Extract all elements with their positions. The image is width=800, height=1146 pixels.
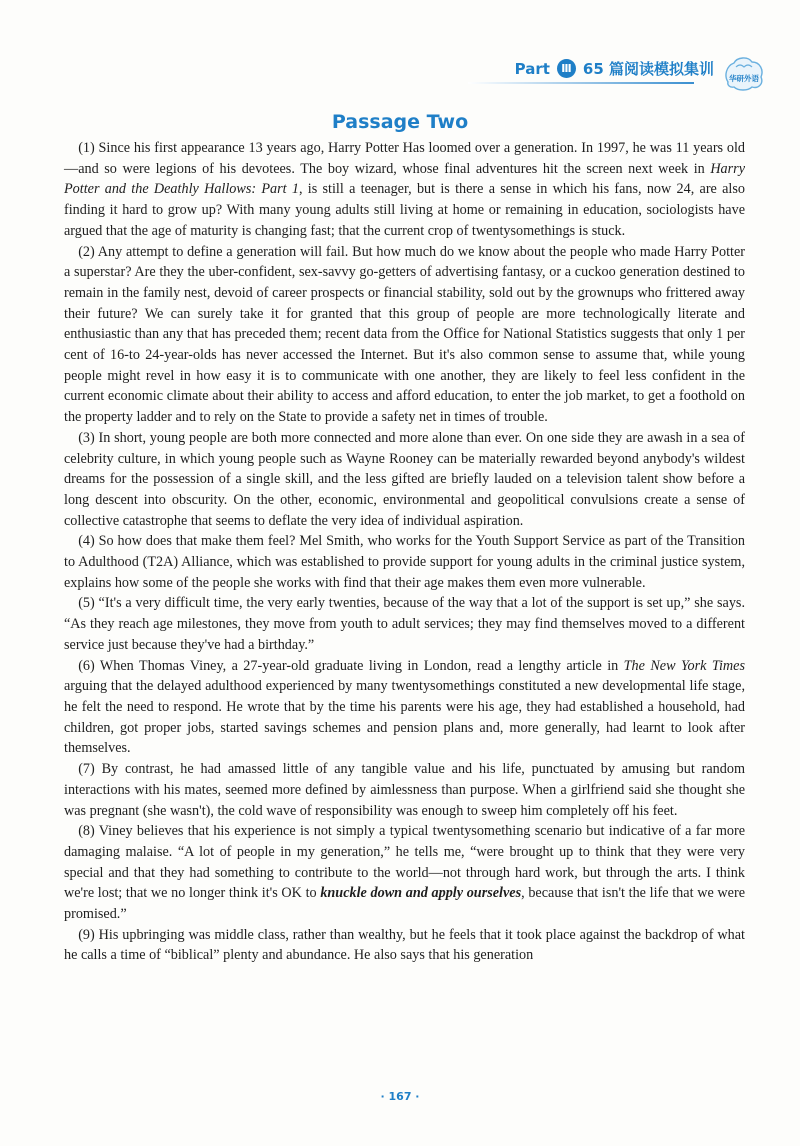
text-run: (8) Viney believes that his experience is not simply a typical twentysomething scenario but indicative of a far more damaging malaise. “A lot of people in my generation,” he tells me, “were brought up to think that they were very special and that they had something to contribute to the world—not through hard work, but through the arts. I think we're lost; that we no longer think it's OK to (64, 823, 745, 902)
text-run: (2) Any attempt to define a generation will fail. But how much do we know about the people who made Harry Potter a superstar? Are they the uber-confident, sex-savvy go-getters of advertising fantasy, or a cuckoo generation destined to remain in the family nest, devoid of career prospects or financial stability, sold out by the grownups who frittered away their future? We can surely take it for granted that this group of people are more technologically literate and enthusiastic than any that has preceded them; recent data from the Office for National Statistics suggests that only 1 per cent of 16-to 24-year-olds has never accessed the Internet. But it's also common sense to assume that, while young people might revel in how easy it is to communicate with one another, they are likely to feel less confident in the current economic climate about their ability to access and afford education, to enter the job market, to get a foothold on the property ladder and to rely on the State to provide a safety net in times of trouble. (64, 243, 745, 426)
passage-body (64, 138, 745, 966)
text-run: The New York Times (623, 657, 745, 674)
text-run: (1) Since his first appearance 13 years ago, Harry Potter Has loomed over a generation. In 1997, he was 11 years old—and so were legions of his devotees. The boy wizard, whose final adventures hit the screen next week in (64, 140, 745, 177)
paragraph-6 (64, 656, 745, 760)
text-run: , is still a teenager, but is there a sense in which his fans, now 24, are also finding it hard to grow up? With many young adults still living at home or remaining in education, sociologists have argued that the age of maturity is changing fast; that the current crop of twentysomethings is stuck. (64, 181, 745, 239)
part-numeral-badge: Ⅲ (557, 59, 576, 78)
paragraph-1 (64, 138, 745, 242)
text-run: (4) So how does that make them feel? Mel Smith, who works for the Youth Support Service as part of the Transition to Adulthood (T2A) Alliance, which was established to provide support for young adults in the criminal justice system, explains how some of the people she works with find that their age makes them even more vulnerable. (64, 533, 745, 591)
passage-title: Passage Two (331, 111, 469, 133)
paragraph-2 (64, 242, 745, 428)
running-header (515, 58, 714, 79)
header-rule (468, 82, 694, 84)
paragraph-7 (64, 759, 745, 821)
paragraph-8 (64, 821, 745, 925)
text-run: (7) By contrast, he had amassed little of any tangible value and his life, punctuated by amusing but random interactions with his mates, seemed more defined by aimlessness than purpose. When a girlfriend said she thought she was pregnant (she wasn't), the cold wave of responsibility was enough to sweep him completely off his feet. (64, 761, 745, 819)
paragraph-9 (64, 925, 745, 966)
text-run: arguing that the delayed adulthood experienced by many twentysomethings constituted a new developmental life stage, he felt the need to respond. He wrote that by the time his parents were his age, they had established a household, had children, got proper jobs, started savings schemes and pension plans and, more generally, had learnt to look after themselves. (64, 678, 745, 757)
text-run: Harry Potter and the Deathly Hallows: Part 1 (64, 160, 745, 198)
paragraph-5 (64, 593, 745, 655)
paragraph-4 (64, 531, 745, 593)
section-title: 65 篇阅读模拟集训 (582, 60, 714, 78)
paragraph-3 (64, 428, 745, 532)
part-label: Part (514, 59, 550, 78)
text-run: (9) His upbringing was middle class, rather than wealthy, but he feels that it took place against the backdrop of what he calls a time of “biblical” plenty and abundance. He also says that his generation (64, 926, 745, 964)
text-run: knuckle down and apply ourselves (320, 885, 522, 902)
publisher-logo-icon (722, 54, 766, 92)
text-run: (6) When Thomas Viney, a 27-year-old graduate living in London, read a lengthy article in (78, 657, 624, 674)
page-number: · 167 · (380, 1090, 420, 1103)
text-run: (3) In short, young people are both more connected and more alone than ever. On one side they are awash in a sea of celebrity culture, in which young people such as Wayne Rooney can be materially rewarded beyond anybody's wildest dreams for the possession of a single skill, and the less gifted are briefly lauded on a television talent show before a long descent into obscurity. On the other, economic, environmental and geopolitical convulsions create a sense of collective catastrophe that seems to deflate the very idea of individual aspiration. (64, 429, 745, 529)
text-run: , because that isn't the life that we were promised.” (64, 885, 745, 923)
text-run: (5) “It's a very difficult time, the very early twenties, because of the way that a lot of the support is set up,” she says. “As they reach age milestones, they move from youth to adult services; they may find themselves moved to a different service just because they've had a birthday.” (64, 595, 745, 653)
logo-text: 华研外语 (729, 74, 759, 83)
